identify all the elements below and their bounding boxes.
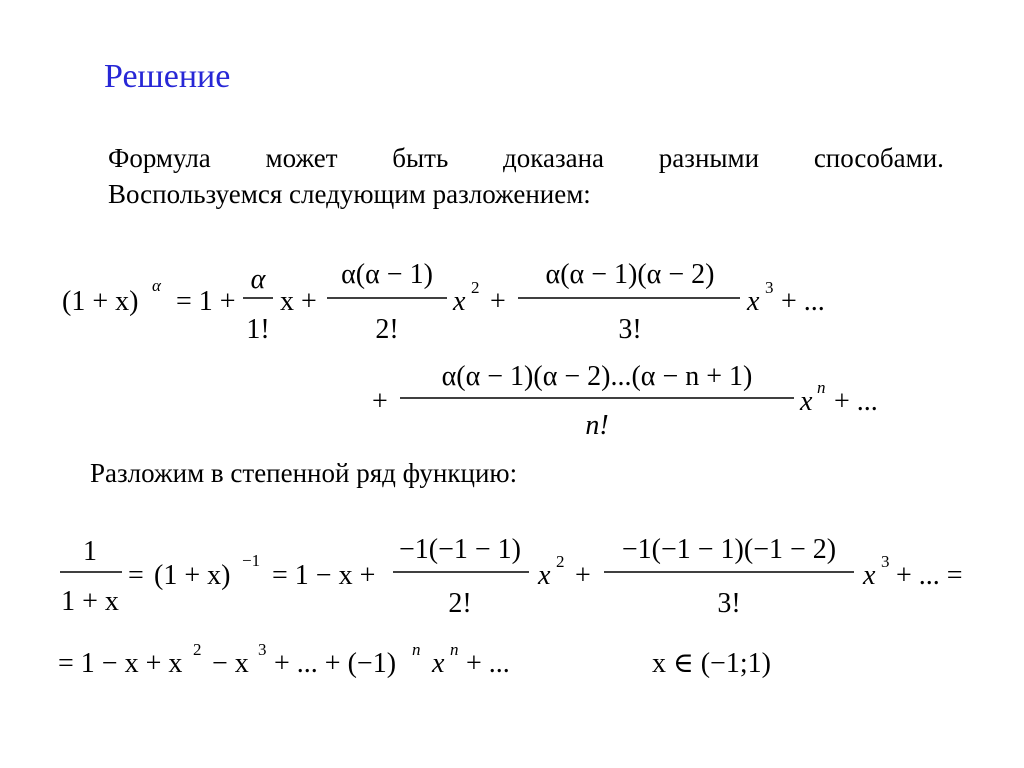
f2-row2-power-n2: n <box>450 640 459 659</box>
f2-t2-numerator: −1(−1 − 1) <box>398 534 522 565</box>
intro-word: быть <box>392 143 449 173</box>
f1-tn-variable: x <box>800 386 813 417</box>
f1-eq-one: = 1 + <box>176 286 236 317</box>
intro-word: доказана <box>503 143 605 173</box>
f2-row2-part-e: + ... <box>466 648 510 679</box>
f1-t1-numerator: α <box>250 264 266 295</box>
f1-t1-denominator: 1! <box>246 314 270 345</box>
f1-t3-power: 3 <box>765 278 774 297</box>
f2-row2-power-n: n <box>412 640 421 659</box>
f2-t2-plus: + <box>575 560 591 591</box>
intro-word: разными <box>658 143 760 173</box>
f1-tn-numerator: α(α − 1)(α − 2)...(α − n + 1) <box>441 361 753 392</box>
intro-word: способами. <box>813 143 944 173</box>
f2-row2-part-d: x <box>432 648 445 679</box>
f2-t2-variable: x <box>538 560 551 591</box>
f1-t2-variable: x <box>453 286 466 317</box>
f2-t3-tail: + ... = <box>896 560 963 591</box>
f2-t2-denominator: 2! <box>448 588 472 619</box>
f2-t3-variable: x <box>863 560 876 591</box>
f1-t2-denominator: 2! <box>375 314 399 345</box>
f1-lhs-exponent: α <box>152 276 161 295</box>
section-text: Разложим в степенной ряд функцию: <box>90 458 518 488</box>
f2-base-exponent: −1 <box>242 551 261 570</box>
f2-t3-numerator: −1(−1 − 1)(−1 − 2) <box>621 534 837 565</box>
f2-t3-power: 3 <box>881 552 890 571</box>
slide-title: Решение <box>104 58 231 95</box>
f1-t3-denominator: 3! <box>618 314 642 345</box>
f1-lhs-base: (1 + x) <box>62 286 139 317</box>
intro-word: Формула <box>108 143 211 173</box>
f1-t2-power: 2 <box>471 278 480 297</box>
f1-row2-plus: + <box>372 386 388 417</box>
f2-t3-denominator: 3! <box>717 588 741 619</box>
f1-t2-numerator: α(α − 1) <box>341 259 433 290</box>
f1-t1-tail: x + <box>280 286 317 317</box>
f1-t3-tail: + ... <box>781 286 825 317</box>
f2-row2-power-3: 3 <box>258 640 267 659</box>
f1-t2-plus: + <box>490 286 506 317</box>
f1-tn-denominator: n! <box>585 410 609 441</box>
f2-t2-power: 2 <box>556 552 565 571</box>
f2-domain: x ∈ (−1;1) <box>652 648 771 679</box>
f2-eq-rest: = 1 − x + <box>272 560 376 591</box>
f1-t3-numerator: α(α − 1)(α − 2) <box>545 259 715 290</box>
f1-t3-variable: x <box>747 286 760 317</box>
f2-row2-part-b: − x <box>212 648 249 679</box>
intro-word: может <box>265 143 338 173</box>
f1-tn-tail: + ... <box>834 386 878 417</box>
f2-row2-power-2: 2 <box>193 640 202 659</box>
intro-line-2: Воспользуемся следующим разложением: <box>108 179 591 209</box>
f1-tn-power: n <box>817 378 826 397</box>
f2-base: (1 + x) <box>154 560 231 591</box>
f2-fraction-numerator: 1 <box>83 536 97 567</box>
f2-row2-part-c: + ... + (−1) <box>274 648 397 679</box>
f2-eq: = <box>128 560 144 591</box>
f2-row2-part-a: = 1 − x + x <box>58 648 183 679</box>
f2-fraction-denominator: 1 + x <box>61 586 119 617</box>
